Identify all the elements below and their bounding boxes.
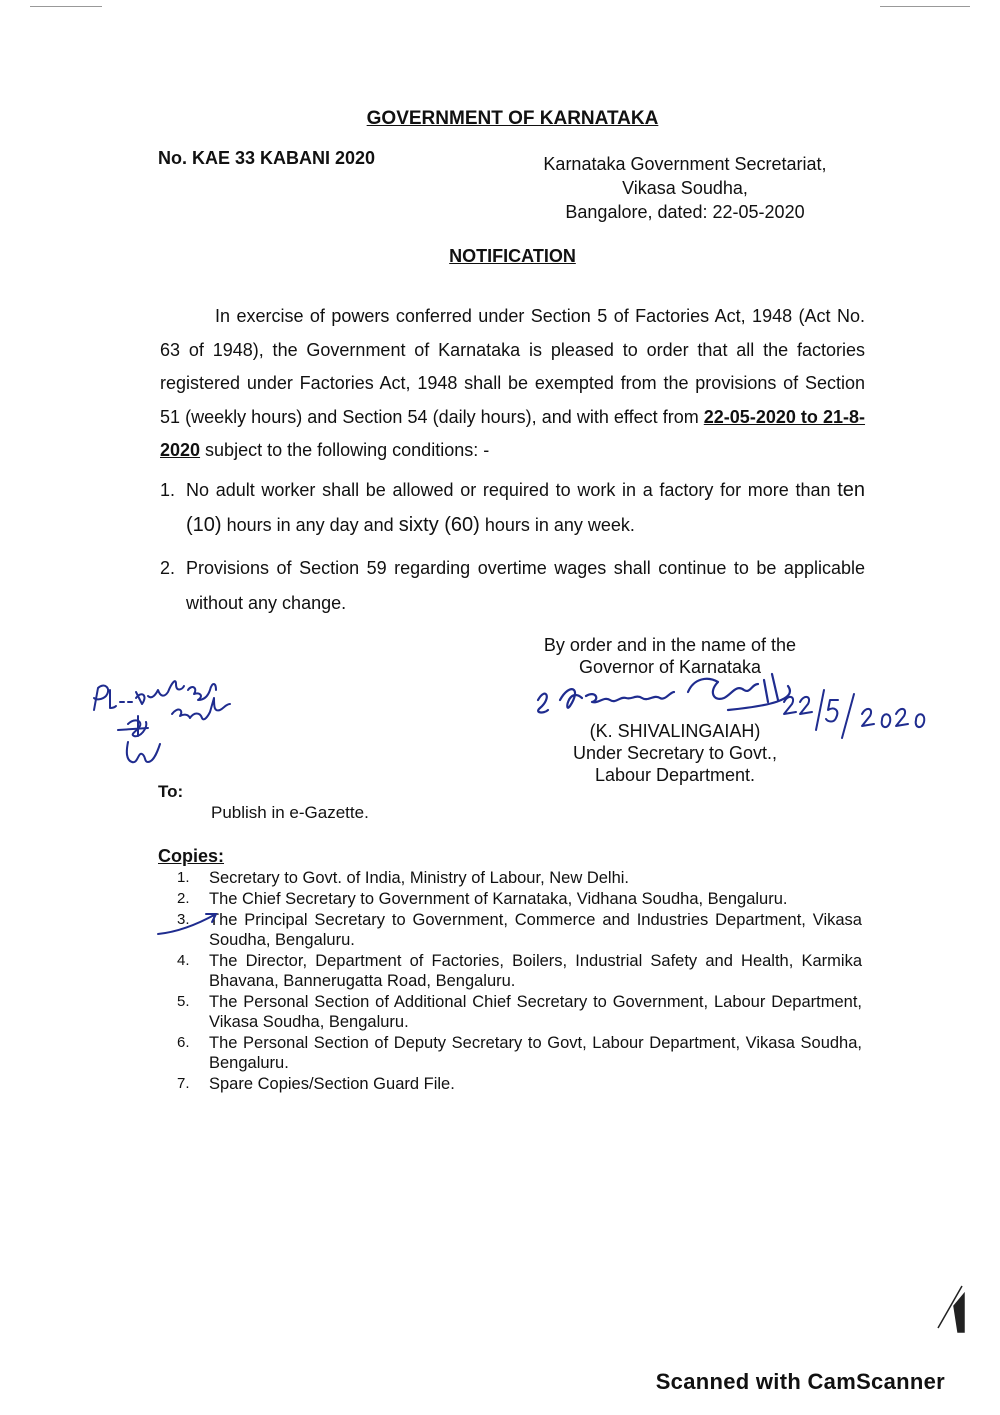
effective-dates: 22-05-2020 to 21-8-2020 (160, 406, 866, 460)
copy-text: The Personal Section of Additional Chief Secretary to Government, Labour Department, Vikasa Soudha, Bengaluru. (209, 993, 862, 1031)
condition-item (160, 473, 865, 543)
handwritten-note (88, 668, 288, 780)
signatory-block (530, 720, 820, 786)
condition-text: Provisions of Section 59 regarding overtime wages shall continue to be applicable without any change. (186, 558, 865, 613)
to-label: To: (158, 782, 184, 801)
copy-item (160, 951, 862, 991)
copy-text: Secretary to Govt. of India, Ministry of Labour, New Delhi. (209, 869, 630, 887)
copies-heading: Copies: (158, 846, 225, 866)
handwritten-strike-arrow (156, 910, 226, 940)
condition-item (160, 551, 865, 621)
daily-limit: ten (10) (186, 479, 865, 536)
notification-body (160, 300, 865, 468)
copy-text: The Director, Department of Factories, Boilers, Industrial Safety and Health, Karmika Bhavana, Bannerugatta Road, Bengaluru. (209, 952, 862, 990)
condition-number: 1. (160, 480, 176, 500)
copy-item (160, 992, 862, 1032)
copy-item (160, 1033, 862, 1073)
scanner-logo-icon (934, 1284, 966, 1334)
body-text-end: subject to the following conditions: - (200, 440, 490, 460)
copy-text: The Principal Secretary to Government, Commerce and Industries Department, Vikasa Soudha, Bengaluru. (209, 911, 862, 949)
copy-number: 1. (177, 869, 190, 886)
address-line-date: Bangalore, dated: 22-05-2020 (565, 202, 805, 222)
order-line: Governor of Karnataka (578, 657, 762, 677)
copy-number: 2. (177, 890, 190, 907)
copy-number: 5. (177, 993, 190, 1010)
copy-number: 3. (177, 911, 190, 928)
signer-title: Under Secretary to Govt., (572, 743, 778, 763)
notification-heading: NOTIFICATION (449, 246, 576, 266)
copy-text: The Personal Section of Deputy Secretary to Govt, Labour Department, Vikasa Soudha, Bengaluru. (209, 1034, 862, 1072)
to-recipient: Publish in e-Gazette. (211, 803, 369, 822)
order-line: By order and in the name of the (543, 635, 797, 655)
top-border-right (880, 6, 970, 7)
copy-number: 4. (177, 952, 190, 969)
weekly-limit: sixty (60) (398, 514, 480, 536)
reference-number: No. KAE 33 KABANI 2020 (158, 148, 376, 168)
address-line: Karnataka Government Secretariat, (543, 154, 827, 174)
condition-number: 2. (160, 558, 176, 578)
condition-text: No adult worker shall be allowed or required to work in a factory for more than ten (10) hours in any day and sixty (60) hours in any week. (186, 479, 865, 536)
copy-number: 7. (177, 1075, 190, 1092)
copy-item (160, 1074, 862, 1094)
signer-name: (K. SHIVALINGAIAH) (589, 721, 761, 741)
copy-item (160, 889, 862, 909)
issuing-address (520, 152, 850, 224)
copy-item (160, 910, 862, 950)
copy-text: The Chief Secretary to Government of Karnataka, Vidhana Soudha, Bengaluru. (209, 890, 788, 908)
body-text: In exercise of powers conferred under Section 5 of Factories Act, 1948 (Act No. 63 of 1948), the Government of Karnataka is pleased to order that all the factories registered under Factories Act, 1948 shall be exempted from the provisions of Section 51 (weekly hours) and Section 54 (daily hours), and with effect from (160, 306, 865, 427)
copy-item (160, 868, 862, 888)
address-line: Vikasa Soudha, (622, 178, 748, 198)
signer-department: Labour Department. (594, 765, 756, 785)
copy-number: 6. (177, 1034, 190, 1051)
scanner-watermark: Scanned with CamScanner (655, 1369, 945, 1394)
top-border-left (30, 6, 102, 7)
copies-list (160, 868, 862, 1095)
document-title: GOVERNMENT OF KARNATAKA (366, 108, 659, 129)
copy-text: Spare Copies/Section Guard File. (209, 1075, 455, 1093)
